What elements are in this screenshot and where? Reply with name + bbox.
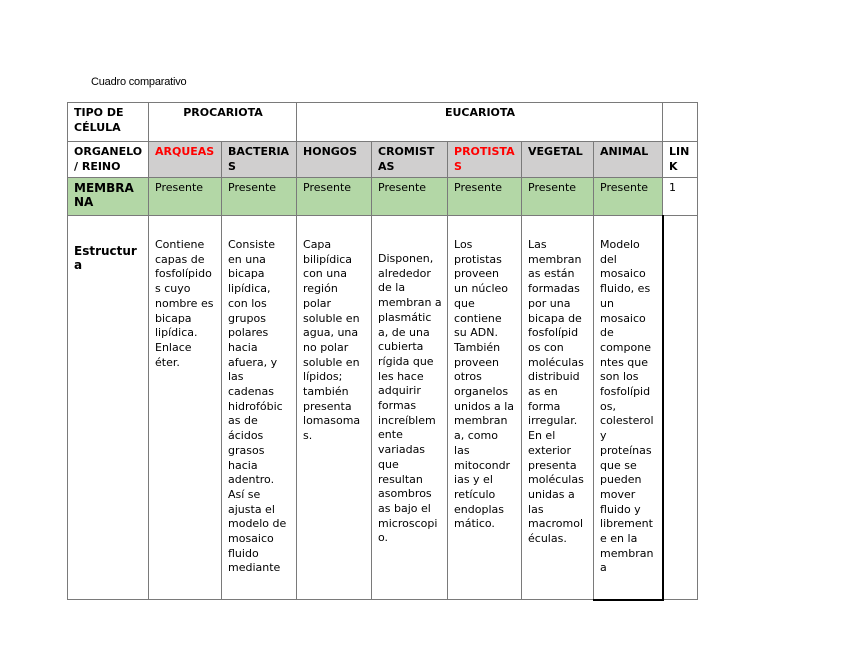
col-bacterias: BACTERIAS: [222, 142, 297, 178]
membrana-cell: Presente: [297, 178, 372, 216]
header-eucariota: EUCARIOTA: [297, 103, 663, 142]
estructura-cell: Modelo del mosaico fluido, es un mosaico de compone ntes que son los fosfolípid os, colesterol y proteínas que se pueden mover fluido y librement e en la membran a: [594, 216, 663, 600]
comparison-table: [67, 102, 698, 601]
estructura-link: [663, 216, 698, 600]
estructura-row: [68, 216, 698, 600]
document-caption: Cuadro comparativo: [91, 76, 187, 88]
membrana-cell: Presente: [522, 178, 594, 216]
membrana-cell: Presente: [448, 178, 522, 216]
membrana-cell: Presente: [594, 178, 663, 216]
membrana-cell: Presente: [149, 178, 222, 216]
col-protistas: PROTISTAS: [448, 142, 522, 178]
subheader-organelo: ORGANELO/ REINO: [68, 142, 149, 178]
estructura-cell: Las membran as están formadas por una bicapa de fosfolípid os con moléculas distribuid as en forma irregular. En el exterior presenta moléculas unidas a las macromol éculas.: [522, 216, 594, 600]
col-link: LIN K: [663, 142, 698, 178]
membrana-row: [68, 178, 698, 216]
header-tipo: TIPO DE CÉLULA: [68, 103, 149, 142]
estructura-cell: Consiste en una bicapa lipídica, con los grupos polares hacia afuera, y las cadenas hidrofóbic as de ácidos grasos hacia adentro. Así se ajusta el modelo de mosaico fluido mediante: [222, 216, 297, 600]
col-arqueas: ARQUEAS: [149, 142, 222, 178]
estructura-cell: Capa bilipídica con una región polar soluble en agua, una no polar soluble en lípidos; también presenta lomasoma s.: [297, 216, 372, 600]
col-animal: ANIMAL: [594, 142, 663, 178]
header-row: [68, 103, 698, 142]
membrana-label: MEMBRA NA: [68, 178, 149, 216]
header-procariota: PROCARIOTA: [149, 103, 297, 142]
membrana-cell: Presente: [222, 178, 297, 216]
subheader-row: [68, 142, 698, 178]
col-hongos: HONGOS: [297, 142, 372, 178]
membrana-cell: Presente: [372, 178, 448, 216]
col-cromistas: CROMISTAS: [372, 142, 448, 178]
membrana-link: 1: [663, 178, 698, 216]
estructura-label: Estructur a: [68, 216, 149, 600]
col-vegetal: VEGETAL: [522, 142, 594, 178]
estructura-cell: Disponen, alrededor de la membran a plasmátic a, de una cubierta rígida que les hace adquirir formas increíblem ente variadas que resultan asombros as bajo el microscopi o.: [372, 216, 448, 600]
header-empty: [663, 103, 698, 142]
estructura-cell: Contiene capas de fosfolípido s cuyo nombre es bicapa lipídica. Enlace éter.: [149, 216, 222, 600]
estructura-cell: Los protistas proveen un núcleo que contiene su ADN. También proveen otros organelos unidos a la membran a, como las mitocondr ias y el retículo endoplas mático.: [448, 216, 522, 600]
